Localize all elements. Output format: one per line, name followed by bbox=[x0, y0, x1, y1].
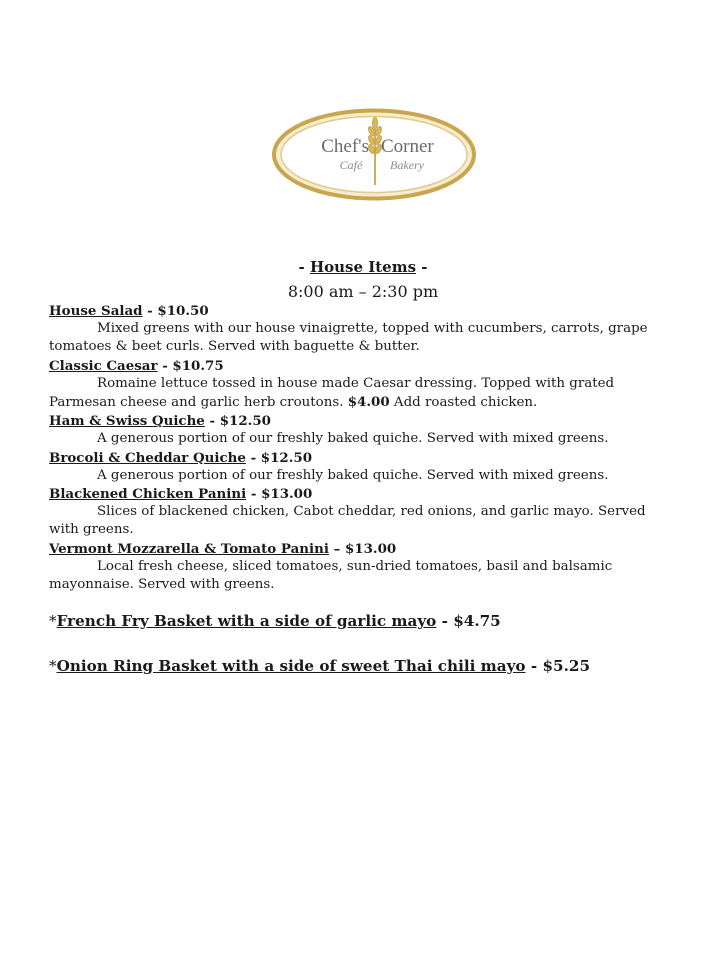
extra-item-separator: - bbox=[436, 612, 454, 630]
extra-item-price: $4.75 bbox=[453, 612, 501, 630]
item-name: Blackened Chicken Panini bbox=[49, 486, 247, 503]
item-description-text: Add roasted chicken. bbox=[389, 395, 538, 411]
item-price: $12.50 bbox=[260, 449, 313, 466]
asterisk: * bbox=[49, 657, 57, 675]
item-separator: - bbox=[204, 413, 220, 430]
section-title-prefix: - bbox=[298, 258, 310, 276]
item-description: A generous portion of our freshly baked quiche. Served with mixed greens. bbox=[97, 431, 609, 447]
item-price: $13.00 bbox=[344, 540, 397, 557]
extra-item-onion-ring bbox=[49, 657, 590, 675]
item-price: $13.00 bbox=[261, 486, 313, 503]
item-separator: - bbox=[245, 449, 261, 466]
extra-item-name: Onion Ring Basket with a side of sweet Thai chili mayo bbox=[56, 657, 526, 675]
section-title bbox=[0, 258, 726, 276]
item-description bbox=[49, 375, 669, 412]
section-title-suffix: - bbox=[416, 258, 428, 276]
addon-price: $4.00 bbox=[347, 394, 390, 411]
extra-item-price: $5.25 bbox=[542, 657, 591, 675]
item-heading bbox=[49, 302, 669, 320]
menu-item bbox=[49, 357, 669, 413]
extra-item-separator: - bbox=[525, 657, 543, 675]
item-separator: - bbox=[157, 357, 173, 374]
menu-item bbox=[49, 540, 669, 595]
section-title-name: House Items bbox=[309, 258, 417, 276]
item-name: Vermont Mozzarella & Tomato Panini bbox=[49, 540, 329, 557]
item-price: $10.75 bbox=[172, 357, 224, 374]
item-separator: - bbox=[142, 303, 158, 319]
menu-item bbox=[49, 485, 669, 540]
item-name: Brocoli & Cheddar Quiche bbox=[49, 449, 246, 466]
menu-item bbox=[49, 302, 669, 357]
asterisk: * bbox=[49, 612, 57, 630]
logo-sub-left: Café bbox=[339, 158, 363, 172]
item-description: A generous portion of our freshly baked quiche. Served with mixed greens. bbox=[97, 467, 609, 483]
item-heading bbox=[49, 449, 669, 467]
logo-sub-right: Bakery bbox=[390, 158, 424, 172]
logo-word-right: Corner bbox=[381, 136, 434, 157]
item-heading bbox=[49, 412, 669, 430]
menu-list bbox=[49, 302, 669, 594]
item-heading bbox=[49, 540, 669, 558]
item-name: House Salad bbox=[49, 303, 143, 319]
item-heading bbox=[49, 357, 669, 375]
item-name: Ham & Swiss Quiche bbox=[49, 413, 205, 430]
chefs-corner-logo bbox=[271, 107, 477, 202]
logo-word-left: Chef's bbox=[321, 136, 369, 157]
item-name: Classic Caesar bbox=[49, 357, 158, 374]
item-description: Slices of blackened chicken, Cabot cheddar, red onions, and garlic mayo. Served with greens. bbox=[49, 504, 646, 538]
extra-item-french-fry bbox=[49, 612, 501, 630]
item-separator: - bbox=[246, 486, 262, 503]
item-description: Mixed greens with our house vinaigrette, topped with cucumbers, carrots, grape tomatoes & beet curls. Served with baguette & butter. bbox=[49, 321, 648, 355]
item-heading bbox=[49, 485, 669, 503]
extra-item-name: French Fry Basket with a side of garlic mayo bbox=[56, 612, 437, 630]
item-description-text: Romaine lettuce tossed in house made Caesar dressing. Topped with grated Parmesan cheese and garlic herb croutons. bbox=[49, 375, 615, 411]
section-hours: 8:00 am – 2:30 pm bbox=[287, 282, 439, 301]
menu-item bbox=[49, 412, 669, 448]
item-price: $10.50 bbox=[157, 303, 209, 319]
item-separator: – bbox=[328, 540, 345, 557]
menu-item bbox=[49, 449, 669, 485]
item-price: $12.50 bbox=[219, 413, 271, 430]
item-description: Local fresh cheese, sliced tomatoes, sun-dried tomatoes, basil and balsamic mayonnaise. Served with greens. bbox=[49, 558, 613, 593]
